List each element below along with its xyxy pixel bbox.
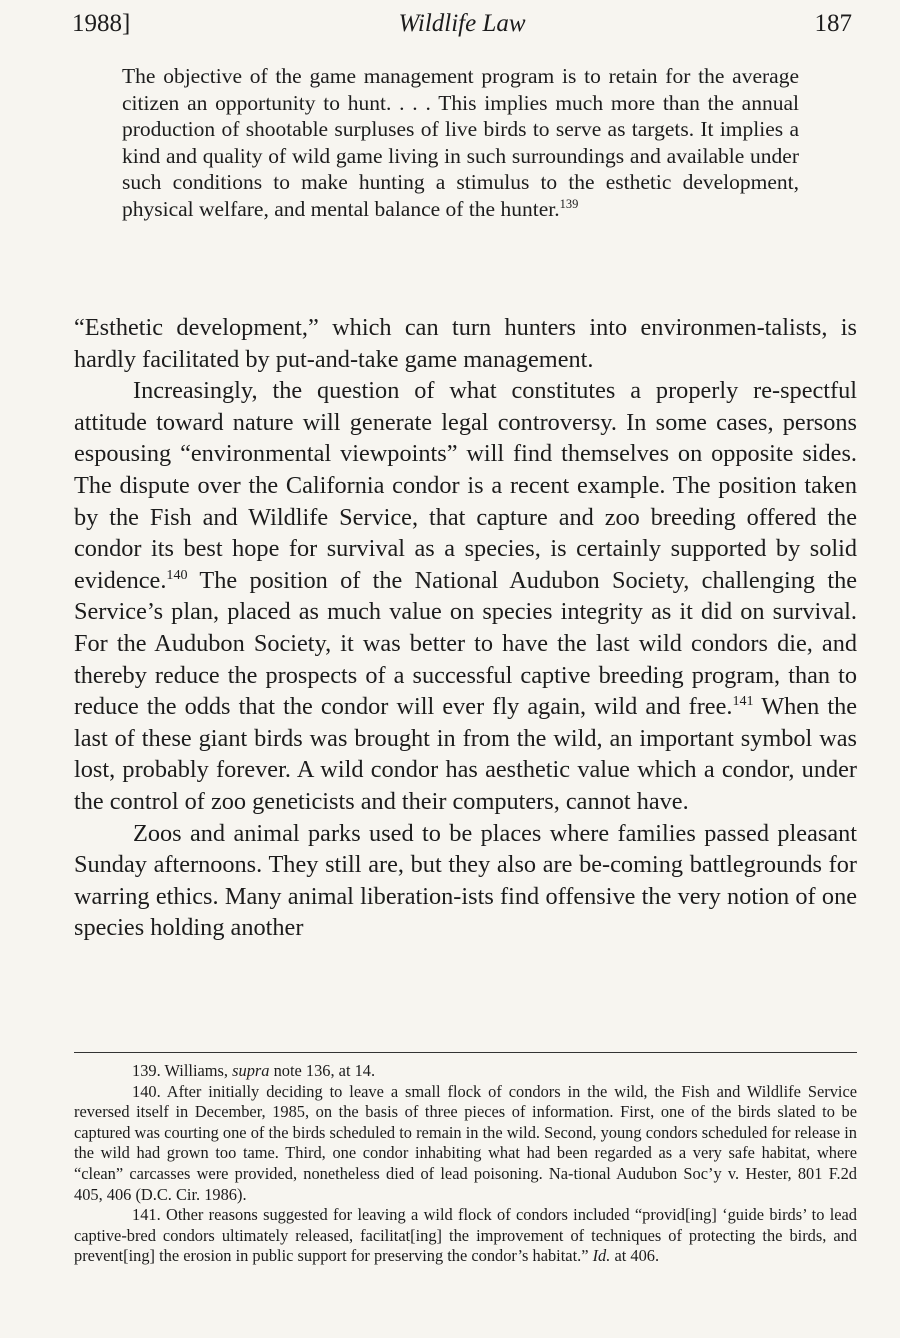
footnote-ref-140: 140: [166, 566, 188, 583]
volume-year: 1988]: [72, 10, 131, 37]
paragraph-1: “Esthetic development,” which can turn hunters into environmen-talists, is hardly facilitated by put-and-take game management.: [74, 314, 857, 373]
footnote-140: 140. After initially deciding to leave a small flock of condors in the wild, the Fish and Wildlife Service reversed itself in December, 1985, on the basis of three pieces of information. First, one of the birds slated to be captured was courting one of the birds scheduled to remain in the wild. Second, young condors scheduled for release in the wild had grown too tame. Third, one condor inhabiting what had been regarded as a very safe habitat, where “clean” carcasses were provided, nonetheless died of lead poisoning. Na-tional Audubon Soc’y v. Hester, 801 F.2d 405, 406 (D.C. Cir. 1986).: [74, 1081, 857, 1204]
paragraph-2-part-b: The position of the National Audubon Society, challenging the Service’s plan, placed as much value on species integrity as it did on survival. For the Audubon Society, it was better to have the last wild condors die, and thereby reduce the prospects of a successful captive breeding program, than to reduce the odds that the condor will ever fly again, wild and free.: [74, 566, 857, 721]
paragraph-2-part-a: Increasingly, the question of what constitutes a properly re-spectful attitude toward nature will generate legal controversy. In some cases, persons espousing “environmental viewpoints” will find themselves on opposite sides. The dispute over the California condor is a recent example. The position taken by the Fish and Wildlife Service, that capture and zoo breeding offered the condor its best hope for survival as a species, is certainly supported by solid evidence.: [74, 377, 857, 594]
paragraph-2-part-c: When the last of these giant birds was brought in from the wild, an important symbol was lost, probably forever. A wild condor has aesthetic value which a condor, under the control of zoo geneticists and their computers, cannot have.: [74, 693, 858, 815]
running-header: [72, 10, 852, 44]
footnote-139-b: note 136, at 14.: [269, 1061, 376, 1080]
footnote-139-italic: supra: [232, 1061, 270, 1080]
footnotes: [74, 1061, 857, 1267]
page-number: 187: [814, 10, 852, 37]
paragraph-2: [74, 375, 857, 817]
footnote-ref-141: 141: [732, 693, 754, 710]
footnote-ref-139: 139: [559, 196, 579, 211]
footnote-141: [74, 1205, 857, 1267]
footnote-divider: [74, 1052, 857, 1053]
footnote-141-b: at 406.: [610, 1246, 660, 1266]
footnote-141-a: 141. Other reasons suggested for leaving a wild flock of condors included “provid[ing] ‘guide birds’ to lead captive-bred condors ultimately released, facilitat[ing] the improvement of techniques of protecting the birds, and prevent[ing] the erosion in public support for preserving the condor’s habitat.”: [74, 1205, 857, 1266]
main-text: [74, 312, 857, 944]
block-quote: [122, 63, 799, 223]
footnote-139: [74, 1061, 857, 1082]
footnote-139-a: 139. Williams,: [132, 1061, 233, 1080]
running-title: Wildlife Law: [398, 10, 526, 37]
footnote-141-italic: Id.: [592, 1246, 611, 1266]
paragraph-3: Zoos and animal parks used to be places where families passed pleasant Sunday afternoons. They still are, but they also are be-coming battlegrounds for warring ethics. Many animal liberation-ists find offensive the very notion of one species holding another: [74, 819, 857, 942]
block-quote-text: The objective of the game management program is to retain for the average citizen an opportunity to hunt. . . . This implies much more than the annual production of shootable surpluses of live birds to serve as targets. It implies a kind and quality of wild game living in such surroundings and available under such conditions to make hunting a stimulus to the esthetic development, physical welfare, and mental balance of the hunter.: [122, 64, 799, 221]
